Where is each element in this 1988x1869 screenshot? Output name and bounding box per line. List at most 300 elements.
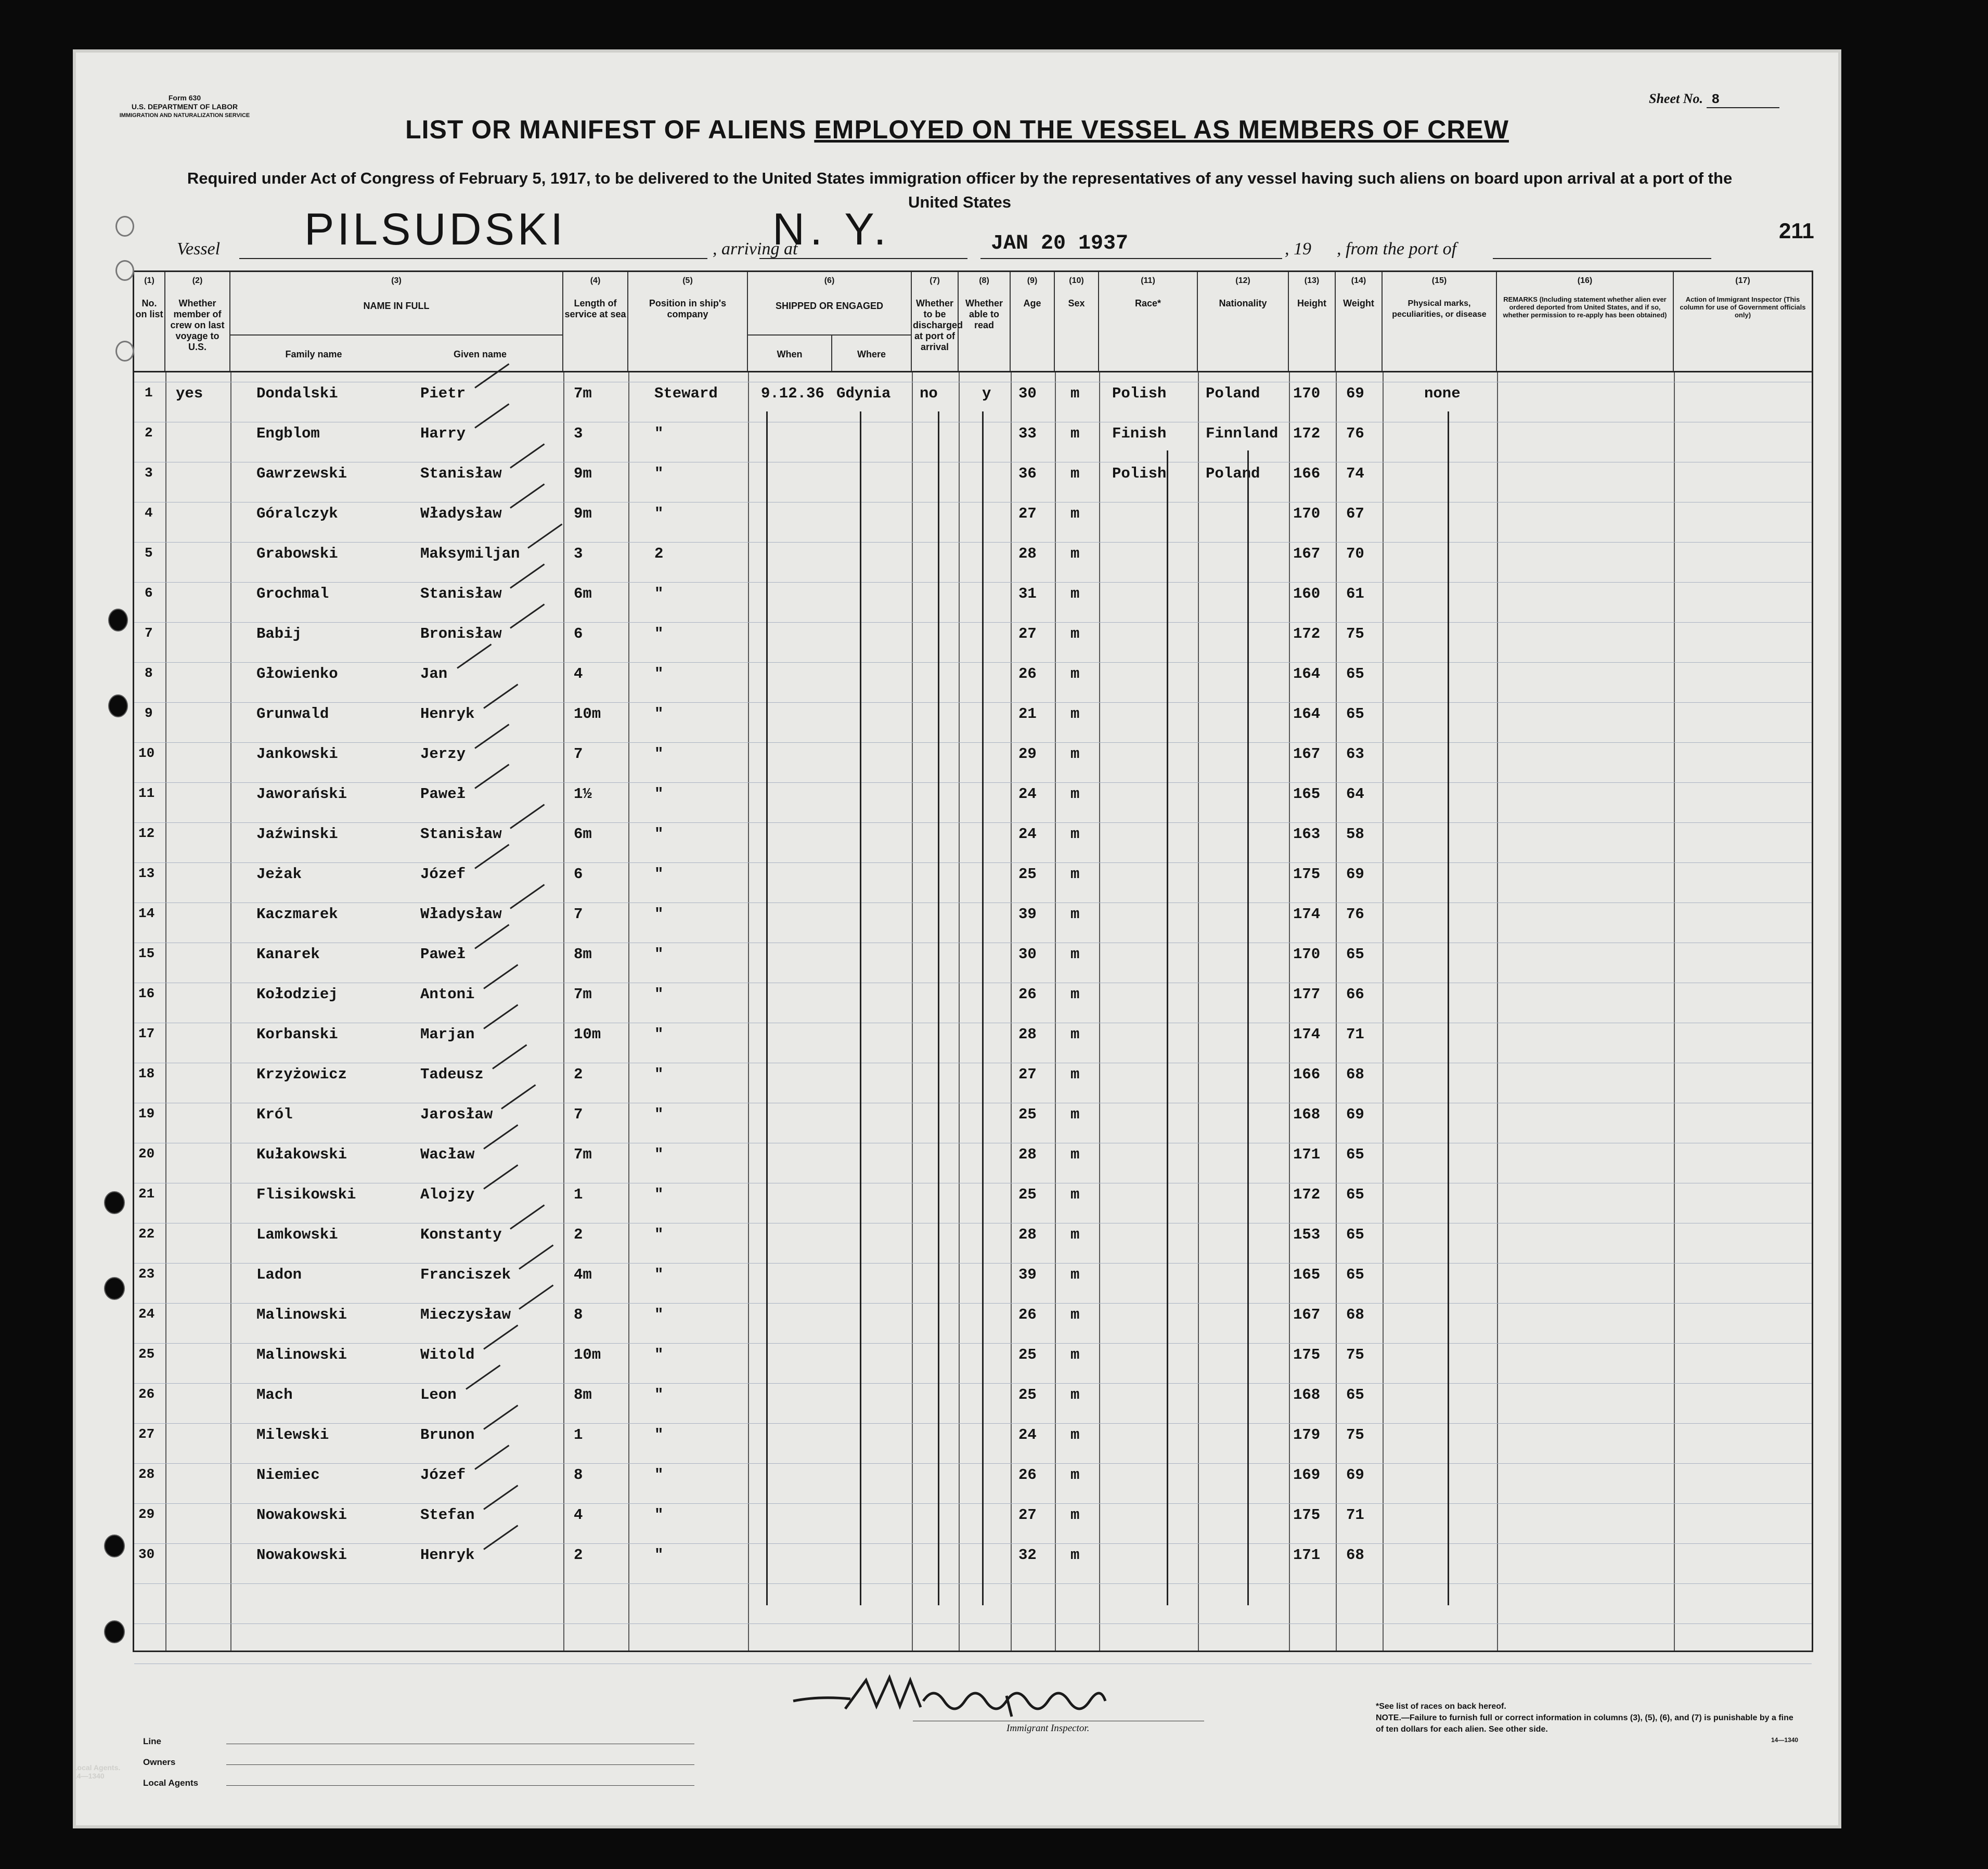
family-name: Jaworański [256, 785, 347, 803]
service-length: 7m [574, 986, 592, 1003]
service-length: 9m [574, 465, 592, 482]
table-row [134, 696, 1812, 736]
service-length: 3 [574, 425, 583, 442]
weight-value: 69 [1346, 866, 1364, 883]
sex-value: m [1070, 745, 1080, 763]
family-name: Jaźwinski [256, 826, 338, 843]
weight-value: 65 [1346, 1146, 1364, 1163]
discharge-flag: no [920, 385, 938, 402]
table-row [134, 776, 1812, 816]
column-label: REMARKS (Including statement whether alien ever ordered deported from United States, and if so, whether permission to re-apply has been obtained) [1503, 295, 1667, 319]
column-number: (5) [682, 276, 693, 285]
subheader-rule [748, 334, 912, 336]
ship-position: " [654, 1066, 664, 1083]
column-header-17 [1674, 272, 1812, 371]
column-number: (12) [1235, 276, 1250, 285]
table-row [134, 416, 1812, 456]
age-value: 25 [1018, 1186, 1037, 1203]
sheet-number [1649, 91, 1779, 108]
arrival-date-stamp: JAN 20 1937 [991, 232, 1129, 255]
column-number: (17) [1735, 276, 1750, 285]
sex-value: m [1070, 1546, 1080, 1564]
column-label: No. on list [135, 298, 163, 319]
given-name: Józef [420, 866, 466, 883]
ship-position: " [654, 585, 664, 602]
vessel-line [177, 204, 1711, 265]
service-length: 1 [574, 1426, 583, 1443]
ship-position: " [654, 1306, 664, 1323]
family-name: Flisikowski [256, 1186, 356, 1203]
vessel-underline [239, 258, 707, 259]
height-value: 168 [1293, 1386, 1321, 1403]
vessel-label: Vessel [177, 239, 221, 259]
row-number: 18 [138, 1066, 155, 1081]
ship-position: " [654, 1506, 664, 1524]
height-value: 170 [1293, 385, 1321, 402]
ship-position: " [654, 745, 664, 763]
weight-value: 75 [1346, 1346, 1364, 1363]
sex-value: m [1070, 625, 1080, 642]
given-name: Tadeusz [420, 1066, 484, 1083]
service-length: 2 [574, 1226, 583, 1243]
page-title [73, 114, 1841, 145]
sex-value: m [1070, 1266, 1080, 1283]
age-value: 27 [1018, 1066, 1037, 1083]
sex-value: m [1070, 826, 1080, 843]
service-length: 6 [574, 866, 583, 883]
ditto-line [938, 411, 939, 1605]
height-value: 172 [1293, 1186, 1321, 1203]
family-name: Milewski [256, 1426, 329, 1443]
weight-value: 61 [1346, 585, 1364, 602]
weight-value: 69 [1346, 385, 1364, 402]
sheet-number-value: 8 [1707, 92, 1779, 108]
row-number: 6 [145, 585, 153, 601]
sex-value: m [1070, 1026, 1080, 1043]
given-name: Mieczysław [420, 1306, 511, 1323]
binder-hole [104, 1620, 125, 1643]
table-header [134, 272, 1812, 372]
column-number: (16) [1577, 276, 1593, 285]
owners-underline [226, 1764, 694, 1765]
given-name: Antoni [420, 986, 475, 1003]
family-name: Babij [256, 625, 302, 642]
given-name: Władysław [420, 906, 502, 923]
table-row [134, 496, 1812, 536]
row-number: 7 [145, 625, 153, 641]
column-header-16 [1497, 272, 1674, 371]
ship-position: " [654, 1266, 664, 1283]
row-number: 9 [145, 705, 153, 721]
races-note: *See list of races on back hereof. [1376, 1702, 1506, 1711]
family-name: Malinowski [256, 1306, 347, 1323]
sex-value: m [1070, 1386, 1080, 1403]
sex-value: m [1070, 385, 1080, 402]
weight-value: 76 [1346, 906, 1364, 923]
family-name: Engblom [256, 425, 320, 442]
service-length: 1 [574, 1186, 583, 1203]
service-length: 10m [574, 1346, 601, 1363]
sex-value: m [1070, 505, 1080, 522]
weight-value: 67 [1346, 505, 1364, 522]
height-value: 170 [1293, 946, 1321, 963]
sex-value: m [1070, 986, 1080, 1003]
table-row [134, 1337, 1812, 1377]
row-number: 28 [138, 1466, 155, 1482]
height-value: 164 [1293, 705, 1321, 723]
row-number: 27 [138, 1426, 155, 1442]
manifest-footer [133, 1659, 1810, 1795]
inspector-signature [788, 1659, 1142, 1722]
service-length: 9m [574, 505, 592, 522]
table-row [134, 1377, 1812, 1417]
table-row [134, 1417, 1812, 1457]
service-name: IMMIGRATION AND NATURALIZATION SERVICE [119, 112, 250, 119]
height-value: 168 [1293, 1106, 1321, 1123]
row-number: 29 [138, 1506, 155, 1522]
ship-position: " [654, 1426, 664, 1443]
given-name: Henryk [420, 705, 475, 723]
table-row [134, 1177, 1812, 1217]
service-length: 7 [574, 1106, 583, 1123]
age-value: 26 [1018, 986, 1037, 1003]
weight-value: 75 [1346, 625, 1364, 642]
binder-hole [115, 341, 134, 362]
table-row [134, 1056, 1812, 1097]
column-header-9 [1011, 272, 1055, 371]
subheader-rule [230, 334, 563, 336]
height-value: 174 [1293, 906, 1321, 923]
ditto-line [766, 411, 768, 1605]
column-label: Position in ship's company [649, 298, 727, 319]
vessel-name: PILSUDSKI [304, 204, 566, 254]
binder-hole [104, 1191, 125, 1214]
ship-position: " [654, 946, 664, 963]
sex-value: m [1070, 1106, 1080, 1123]
service-length: 6m [574, 585, 592, 602]
row-number: 8 [145, 665, 153, 681]
ship-position: " [654, 986, 664, 1003]
form-number: Form 630 [168, 94, 201, 102]
row-number: 21 [138, 1186, 155, 1202]
family-name: Kaczmarek [256, 906, 338, 923]
family-name: Grochmal [256, 585, 329, 602]
weight-value: 69 [1346, 1466, 1364, 1484]
service-length: 2 [574, 1546, 583, 1564]
column-number: (7) [930, 276, 940, 285]
sex-value: m [1070, 906, 1080, 923]
height-value: 171 [1293, 1546, 1321, 1564]
sex-value: m [1070, 705, 1080, 723]
ship-position: " [654, 465, 664, 482]
given-name: Konstanty [420, 1226, 502, 1243]
service-length: 2 [574, 1066, 583, 1083]
age-value: 27 [1018, 1506, 1037, 1524]
family-name: Kanarek [256, 946, 320, 963]
weight-value: 64 [1346, 785, 1364, 803]
column-number: (9) [1027, 276, 1038, 285]
sex-value: m [1070, 1146, 1080, 1163]
row-number: 17 [138, 1026, 155, 1041]
penalty-note: NOTE.—Failure to furnish full or correct information in columns (3), (5), (6), and (7) is punishable by a fine of ten dollars for each alien. See other side. [1376, 1713, 1793, 1734]
table-row [134, 656, 1812, 696]
service-length: 6m [574, 826, 592, 843]
height-value: 164 [1293, 665, 1321, 682]
given-name: Stanisław [420, 826, 502, 843]
column-number: (3) [391, 276, 402, 285]
family-name: Jeżak [256, 866, 302, 883]
given-name: Maksymiljan [420, 545, 520, 562]
ship-position: " [654, 785, 664, 803]
weight-value: 71 [1346, 1026, 1364, 1043]
row-number: 24 [138, 1306, 155, 1322]
height-value: 177 [1293, 986, 1321, 1003]
service-length: 3 [574, 545, 583, 562]
table-row [134, 896, 1812, 936]
column-number: (2) [192, 276, 203, 285]
weight-value: 74 [1346, 465, 1364, 482]
ship-position: " [654, 625, 664, 642]
column-number: (6) [824, 276, 835, 285]
weight-value: 76 [1346, 425, 1364, 442]
sex-value: m [1070, 1346, 1080, 1363]
from-port-label: , from the port of [1337, 239, 1457, 259]
column-number: (10) [1069, 276, 1084, 285]
given-name: Paweł [420, 946, 466, 963]
weight-value: 68 [1346, 1066, 1364, 1083]
column-header-13 [1289, 272, 1336, 371]
sex-value: m [1070, 465, 1080, 482]
port-underline [759, 258, 967, 259]
height-value: 175 [1293, 1346, 1321, 1363]
family-name: Jankowski [256, 745, 338, 763]
column-label: SHIPPED OR ENGAGED [775, 301, 884, 311]
table-row [134, 376, 1812, 416]
family-name: Głowienko [256, 665, 338, 682]
family-name: Nowakowski [256, 1546, 347, 1564]
column-header-15 [1383, 272, 1497, 371]
family-name: Kołodziej [256, 986, 338, 1003]
height-value: 166 [1293, 465, 1321, 482]
margin-label [73, 1763, 120, 1780]
page-subtitle: Required under Act of Congress of February 5, 1917, to be delivered to the United States immigration officer by the representatives of any vessel having such aliens on board upon arrival at a port of the United States [187, 169, 1733, 211]
given-name: Wacław [420, 1146, 475, 1163]
row-number: 4 [145, 505, 153, 521]
height-value: 165 [1293, 1266, 1321, 1283]
from-port-underline [1493, 258, 1711, 259]
year-label: , 19 [1285, 239, 1311, 259]
sex-value: m [1070, 946, 1080, 963]
age-value: 28 [1018, 1226, 1037, 1243]
age-value: 30 [1018, 385, 1037, 402]
row-number: 30 [138, 1546, 155, 1562]
local-agents-label: Local Agents [143, 1778, 199, 1788]
ship-position: 2 [654, 545, 664, 562]
row-number: 2 [145, 425, 153, 441]
column-number: (8) [979, 276, 989, 285]
table-row [134, 536, 1812, 576]
sex-value: m [1070, 425, 1080, 442]
shipped-when: 9.12.36 [761, 385, 824, 402]
binder-hole [108, 609, 128, 631]
weight-value: 69 [1346, 1106, 1364, 1123]
form-code: 14—1340 [1771, 1736, 1799, 1744]
table-row [134, 976, 1812, 1016]
weight-value: 65 [1346, 1186, 1364, 1203]
row-number: 11 [138, 785, 155, 801]
ship-position: " [654, 1186, 664, 1203]
ship-position: " [654, 866, 664, 883]
nationality-value: Poland [1206, 465, 1260, 482]
given-name: Pietr [420, 385, 466, 402]
row-number: 12 [138, 826, 155, 841]
table-row [134, 1217, 1812, 1257]
service-length: 10m [574, 705, 601, 723]
given-name: Stanisław [420, 465, 502, 482]
family-name: Ladon [256, 1266, 302, 1283]
given-name: Stefan [420, 1506, 475, 1524]
height-value: 153 [1293, 1226, 1321, 1243]
weight-value: 65 [1346, 665, 1364, 682]
table-row [134, 736, 1812, 776]
row-rule [134, 1623, 1812, 1624]
owners-label: Owners [143, 1757, 176, 1767]
column-label: Whether member of crew on last voyage to U.S. [170, 298, 225, 352]
immigrant-inspector-label: Immigrant Inspector. [1006, 1723, 1090, 1734]
height-value: 166 [1293, 1066, 1321, 1083]
family-name: Król [256, 1106, 293, 1123]
service-length: 7m [574, 385, 592, 402]
column-label: Nationality [1219, 298, 1267, 308]
ship-position: " [654, 665, 664, 682]
service-length: 10m [574, 1026, 601, 1043]
family-name: Niemiec [256, 1466, 320, 1484]
given-name: Leon [420, 1386, 457, 1403]
weight-value: 65 [1346, 705, 1364, 723]
crew-table [133, 270, 1813, 1652]
race-value: Polish [1112, 385, 1167, 402]
height-value: 170 [1293, 505, 1321, 522]
column-number: (11) [1141, 276, 1155, 285]
given-name: Marjan [420, 1026, 475, 1043]
sex-value: m [1070, 1306, 1080, 1323]
height-value: 167 [1293, 1306, 1321, 1323]
table-row [134, 1457, 1812, 1497]
given-name: Alojzy [420, 1186, 475, 1203]
binder-hole [104, 1535, 125, 1557]
age-value: 24 [1018, 1426, 1037, 1443]
sex-value: m [1070, 545, 1080, 562]
row-number: 19 [138, 1106, 155, 1122]
title-part-1: LIST OR MANIFEST OF ALIENS [405, 115, 815, 144]
read-flag: y [982, 385, 991, 402]
column-header-12 [1198, 272, 1289, 371]
service-length: 4 [574, 1506, 583, 1524]
height-value: 165 [1293, 785, 1321, 803]
row-number: 22 [138, 1226, 155, 1242]
prior-voyage: yes [176, 385, 203, 402]
age-value: 27 [1018, 505, 1037, 522]
row-number: 10 [138, 745, 155, 761]
weight-value: 68 [1346, 1306, 1364, 1323]
table-row [134, 936, 1812, 976]
age-value: 21 [1018, 705, 1037, 723]
binder-hole [108, 694, 128, 717]
column-number: (14) [1351, 276, 1366, 285]
row-number: 16 [138, 986, 155, 1001]
height-value: 160 [1293, 585, 1321, 602]
row-rule [134, 1583, 1812, 1584]
ditto-line [860, 411, 861, 1605]
ditto-line [1167, 450, 1168, 1605]
age-value: 26 [1018, 1306, 1037, 1323]
column-number: (13) [1304, 276, 1320, 285]
ship-position: " [654, 1226, 664, 1243]
shipped-where: Gdynia [836, 385, 891, 402]
family-name: Krzyżowicz [256, 1066, 347, 1083]
column-label: Weight [1343, 298, 1374, 308]
given-name: Józef [420, 1466, 466, 1484]
height-value: 171 [1293, 1146, 1321, 1163]
ditto-line [1247, 450, 1249, 1605]
arrival-port: N. Y. [772, 204, 892, 254]
height-value: 167 [1293, 745, 1321, 763]
age-value: 25 [1018, 1346, 1037, 1363]
family-name-subheader: Family name [285, 349, 342, 359]
service-length: 7m [574, 1146, 592, 1163]
ship-position: " [654, 505, 664, 522]
column-label: Whether to be discharged at port of arrival [913, 298, 963, 352]
row-number: 15 [138, 946, 155, 961]
given-name: Witold [420, 1346, 475, 1363]
sex-value: m [1070, 1506, 1080, 1524]
height-value: 172 [1293, 425, 1321, 442]
given-name: Jerzy [420, 745, 466, 763]
binder-hole [104, 1277, 125, 1300]
manifest-sheet [73, 49, 1841, 1828]
title-part-2: EMPLOYED ON THE VESSEL AS MEMBERS OF CREW [814, 115, 1509, 144]
age-value: 28 [1018, 545, 1037, 562]
race-value: Polish [1112, 465, 1167, 482]
service-length: 7 [574, 906, 583, 923]
sex-value: m [1070, 1066, 1080, 1083]
row-number: 14 [138, 906, 155, 921]
ship-position: " [654, 705, 664, 723]
column-label: Age [1023, 298, 1041, 308]
column-header-10 [1055, 272, 1099, 371]
ditto-line [1448, 411, 1449, 1605]
column-header-8 [959, 272, 1011, 371]
given-name: Franciszek [420, 1266, 511, 1283]
height-value: 167 [1293, 545, 1321, 562]
table-row [134, 616, 1812, 656]
column-label: NAME IN FULL [363, 301, 430, 311]
row-number: 26 [138, 1386, 155, 1402]
column-header-1 [134, 272, 165, 371]
sex-value: m [1070, 1186, 1080, 1203]
weight-value: 65 [1346, 1386, 1364, 1403]
sex-value: m [1070, 1226, 1080, 1243]
age-value: 32 [1018, 1546, 1037, 1564]
arriving-label: , arriving at [713, 239, 798, 259]
service-length: 8m [574, 1386, 592, 1403]
weight-value: 65 [1346, 1226, 1364, 1243]
height-value: 169 [1293, 1466, 1321, 1484]
ship-position: " [654, 826, 664, 843]
age-value: 30 [1018, 946, 1037, 963]
age-value: 26 [1018, 1466, 1037, 1484]
given-name: Harry [420, 425, 466, 442]
